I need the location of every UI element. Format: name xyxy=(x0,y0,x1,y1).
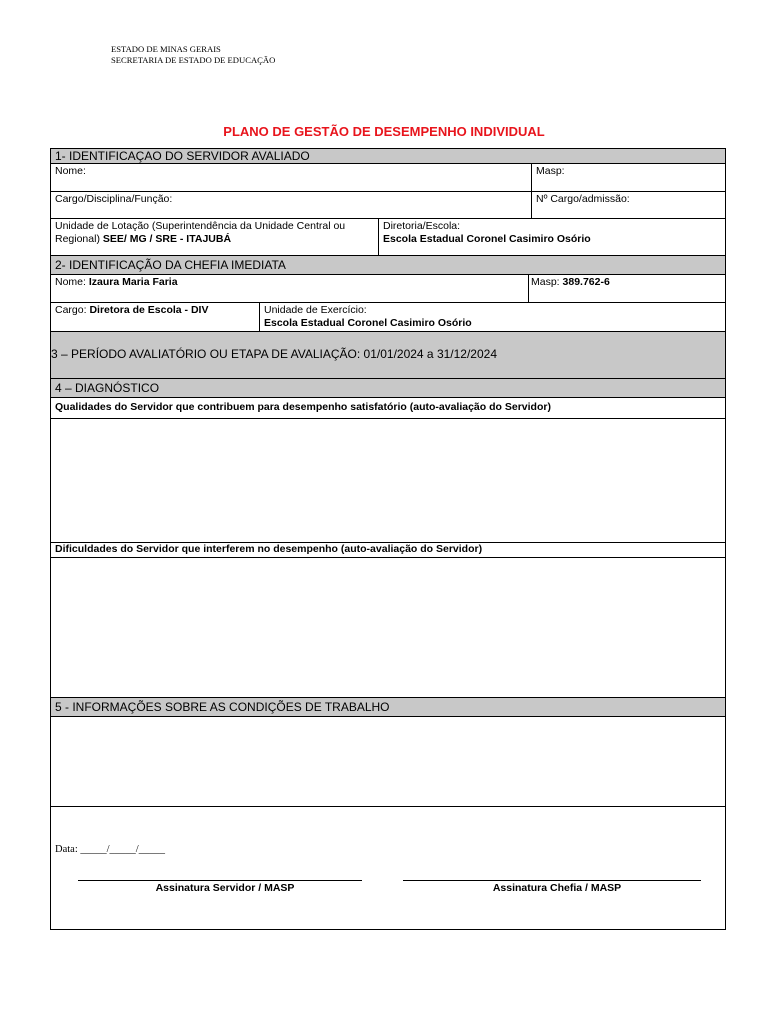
section-2-title: 2- IDENTIFICAÇÃO DA CHEFIA IMEDIATA xyxy=(55,258,286,272)
section-3-title: 3 – PERÍODO AVALIATÓRIO OU ETAPA DE AVALIAÇÃO: 01/01/2024 a 31/12/2024 xyxy=(51,347,497,361)
servidor-masp-field[interactable] xyxy=(531,164,725,191)
section-2-header xyxy=(51,255,725,274)
letterhead xyxy=(111,44,275,66)
evaluation-form xyxy=(50,148,726,930)
diretoria-value: Escola Estadual Coronel Casimiro Osório xyxy=(383,233,591,245)
chefia-signature-line[interactable] xyxy=(403,880,701,881)
condicoes-text-area[interactable] xyxy=(51,716,725,806)
section-1-header xyxy=(51,149,725,163)
chefia-cargo-field xyxy=(51,303,259,331)
chefia-nome-field xyxy=(51,275,528,302)
servidor-ncargo-field[interactable] xyxy=(531,192,725,218)
servidor-cargo-field[interactable] xyxy=(51,192,531,218)
section-4-header xyxy=(51,378,725,397)
servidor-unidade-row xyxy=(51,218,725,255)
servidor-nome-row xyxy=(51,163,725,191)
unidade-lotacao-label-cont: Regional) xyxy=(55,233,100,245)
servidor-unidade-field xyxy=(51,219,378,255)
section-1-title: 1- IDENTIFICAÇAO DO SERVIDOR AVALIADO xyxy=(55,149,310,163)
chefia-nome-row xyxy=(51,274,725,302)
chefia-unidade-label: Unidade de Exercício: xyxy=(264,304,367,316)
chefia-cargo-value: Diretora de Escola - DIV xyxy=(89,304,209,316)
chefia-masp-label: Masp: xyxy=(531,276,560,288)
chefia-cargo-label: Cargo: xyxy=(55,304,87,316)
letterhead-secretariat: SECRETARIA DE ESTADO DE EDUCAÇÃO xyxy=(111,55,276,65)
servidor-masp-label: Masp: xyxy=(536,165,565,177)
section-5-header xyxy=(51,697,725,716)
unidade-lotacao-value: SEE/ MG / SRE - ITAJUBÁ xyxy=(102,233,232,245)
servidor-nome-label: Nome: xyxy=(55,165,86,177)
servidor-ncargo-label: Nº Cargo/admissão: xyxy=(536,193,630,205)
chefia-masp-value: 389.762-6 xyxy=(562,276,610,288)
servidor-signature-line[interactable] xyxy=(78,880,362,881)
qualidades-text-area[interactable] xyxy=(51,418,725,542)
section-5-title: 5 - INFORMAÇÕES SOBRE AS CONDIÇÕES DE TRABALHO xyxy=(55,700,390,714)
section-4-title: 4 – DIAGNÓSTICO xyxy=(55,381,160,395)
dificuldades-label: Dificuldades do Servidor que interferem no desempenho (auto-avaliação do Servidor) xyxy=(55,543,483,555)
servidor-diretoria-field xyxy=(378,219,725,255)
signature-area xyxy=(51,806,725,929)
chefia-nome-label: Nome: xyxy=(55,276,86,288)
qualidades-label: Qualidades do Servidor que contribuem para desempenho satisfatório (auto-avaliação do Servidor) xyxy=(55,401,551,413)
servidor-cargo-row xyxy=(51,191,725,218)
servidor-signature-label: Assinatura Servidor / MASP xyxy=(155,882,295,894)
diretoria-label: Diretoria/Escola: xyxy=(383,220,461,232)
letterhead-state: ESTADO DE MINAS GERAIS xyxy=(111,44,221,54)
unidade-lotacao-label: Unidade de Lotação (Superintendência da Unidade Central ou xyxy=(55,220,346,232)
qualidades-header-row xyxy=(51,397,725,418)
chefia-masp-field xyxy=(528,275,725,302)
chefia-nome-value: Izaura Maria Faria xyxy=(88,276,178,288)
document-title: PLANO DE GESTÃO DE DESEMPENHO INDIVIDUAL xyxy=(223,124,545,139)
chefia-cargo-row xyxy=(51,302,725,331)
servidor-cargo-label: Cargo/Disciplina/Função: xyxy=(55,193,173,205)
dificuldades-text-area[interactable] xyxy=(51,557,725,697)
section-3-header xyxy=(51,331,725,378)
servidor-nome-field[interactable] xyxy=(51,164,531,191)
chefia-unidade-field xyxy=(259,303,725,331)
date-field[interactable]: Data: _____/_____/_____ xyxy=(55,844,165,855)
chefia-unidade-value: Escola Estadual Coronel Casimiro Osório xyxy=(264,317,472,329)
dificuldades-header-row xyxy=(51,542,725,557)
chefia-signature-label: Assinatura Chefia / MASP xyxy=(492,882,622,894)
